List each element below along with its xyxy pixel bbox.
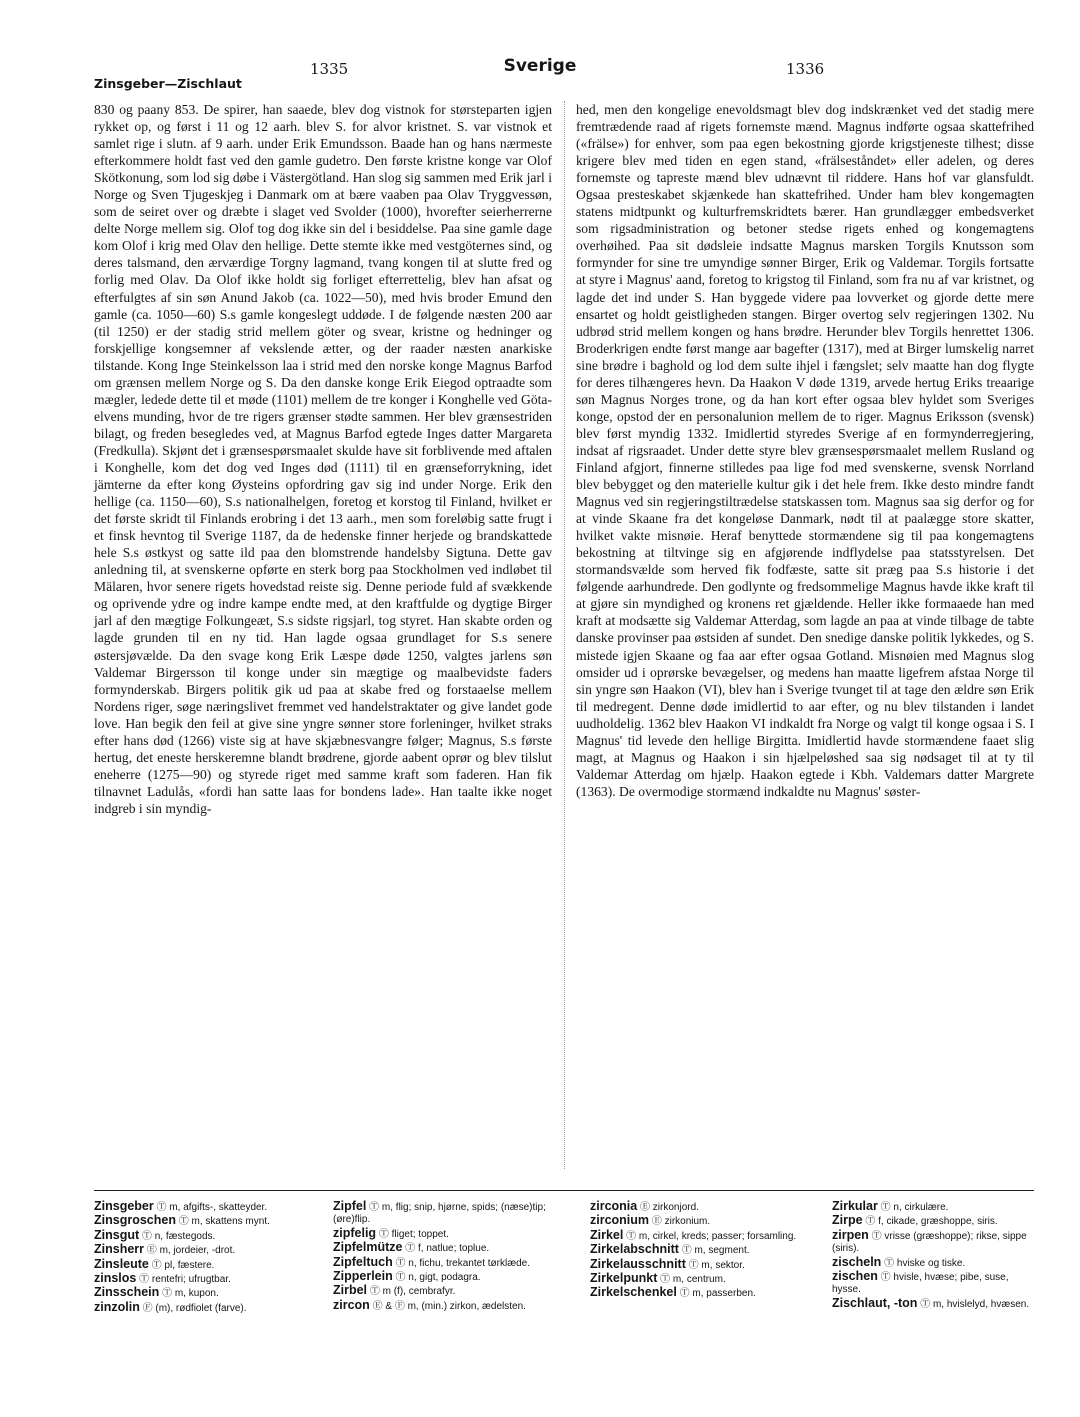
dictionary-entry xyxy=(333,1284,555,1298)
entry-headword: Zirpe xyxy=(832,1213,863,1228)
entry-headword: zircon xyxy=(333,1297,370,1312)
dictionary-entry xyxy=(832,1297,1034,1311)
entry-headword: zipfelig xyxy=(333,1225,377,1240)
dictionary-entry xyxy=(590,1214,808,1228)
dictionary-entry xyxy=(94,1258,314,1272)
entry-headword: Zipfelmütze xyxy=(333,1240,403,1255)
entry-headword: Zischlaut, -ton xyxy=(832,1295,918,1310)
entry-definition: Ⓣ m, hvislelyd, hvæsen. xyxy=(917,1298,1030,1310)
dictionary-entry xyxy=(590,1200,808,1214)
entry-definition: Ⓣ n, cirkulære. xyxy=(877,1202,949,1213)
dictionary-entry xyxy=(94,1214,314,1228)
dictionary-entry xyxy=(832,1200,1034,1214)
dictionary-entry xyxy=(832,1256,1034,1270)
entry-headword: Zirkel xyxy=(590,1227,624,1242)
entry-definition: Ⓔ zirkonjord. xyxy=(637,1202,699,1213)
entry-definition: Ⓣ hvisle, hvæse; pibe, suse, hysse. xyxy=(832,1272,1009,1296)
entry-definition: Ⓕ (m), rødfiolet (farve). xyxy=(139,1302,247,1314)
entry-headword: zischeln xyxy=(832,1254,882,1269)
entry-definition: Ⓣ m, skattens mynt. xyxy=(175,1216,270,1228)
entry-definition: Ⓣ m, centrum. xyxy=(657,1274,726,1286)
entry-headword: Zinsgeber xyxy=(94,1199,154,1213)
article-text-right: hed, men den kongelige enevoldsmagt blev dog indskrænket ved det stadig mere fremtrædende raad af rigets fornemste mænd. Magnus indførte ogsaa skattefrihed («frälse») for enhver, som paa egen bekostning gjorde krigstjeneste tilhest; disse krigere blev med tiden en egen stand, «frälseståndet» eller adelen, og deres fornemste og tapreste mænd blev udnævnt til riddere. Hans hof var glansfuldt. Ogsaa presteskabet skjænkede han skattefrihed. Under ham blev kongemagten statens midtpunkt og kulturfremskridtets bærer. Han grundlægger embedsverket som rigsadministration og betoner stedse rigets enhed og kongemagtens overhøihed. Paa sit dødsleie indsatte Magnus marsken Torgils Knutsson som formynder for sine tre umyndige sønner Birger, Erik og Valdemar. Torgils fortsatte at styre i Magnus' aand, foretog to krigstog til Finland, som fra nu af var kristnet, og lagde det ind under S. Han byggede videre paa lovverket og gjorde dette mere ensartet og holdt geistligheden stangen. Birger overtog selv regjeringen 1302. Nu udbrød strid mellem kongen og hans brødre. Herunder blev Torgils henrettet 1306. Broderkrigen endte først mange aar bagefter (1317), med at Birger lumskelig narret sine brødre i baghold og lod dem sulte ihjel i fængslet; selv maatte han dog flygte for deres tilhængeres hevn. Da Haakon V døde 1319, arvede hertug Eriks treaarige søn Magnus Norges trone, og da han kort efter ogsaa blev hyldet som Sveriges konge, opstod der en personalunion mellem de to riger. Magnus Eriksson (svensk) blev først myndig 1332. Imidlertid styredes Sverige af en formynderregjering, indsat af rigsraadet. Under dette styre blev grænsespørsmaalet mellem Rusland og Finland afgjort, finnerne stilledes paa lige fod med svenskerne, svensk Norrland blev bebygget og den materielle kultur gik i det hele frem. Ikke desto mindre fandt Magnus ved sin regjeringstiltrædelse statskassen tom. Magnus saa sig derfor og for at vinde Skaane fra det kongeløse Danmark, nødt til at paalægge store skatter, hvilket vakte misnøie. Heraf benyttede stormændene sig til paa kongemagtens bekostning at tiltvinge sig en afgjørende indflydelse paa statsstyrelsen. Det stormandsvælde som herved fik fodfæste, satte sit præg paa S.s historie i det følgende aarhundrede. Den godlynte og fredsommelige Magnus havde ikke kraft til at gjøre sin myndighed og kronens ret gjældende. Heller ikke formaaede han med kraft at modsætte sig Valdemar Atterdag, som lagde an paa at vinde tilbage de tabte danske provinser paa østsiden af sundet. Den snedige danske politik lykkedes, og S. mistede igjen Skaane og faa aar efter ogsaa Gotland. Misnøien med Magnus slog omsider ud i oprørske bevægelser, og medens han maatte ligefrem afstaa Norge til sin yngre søn Haakon (VI), blev han i Sverige tvunget til at tage den ældre søn Erik til medregent. Denne døde imidlertid to aar efter, og nu blev tilstanden i landet uudholdelig. 1362 blev Haakon VI indkaldt fra Norge og valgt til konge ogsaa i S. I Magnus' tid levede den hellige Birgitta. Imidlertid havde stormændene faaet slig magt, at Magnus og Haakon i sin hjælpeløshed saa sig nødsaget til at ty til Valdemar Atterdag om hjælp. Haakon egtede i Kbh. Valdemars datter Margrete (1363). De overmodige stormænd indkaldte nu Magnus' søster- xyxy=(576,102,1034,799)
dictionary-entry xyxy=(590,1272,808,1286)
entry-definition: Ⓣ vrisse (græshoppe); rikse, sippe (siris). xyxy=(832,1230,1027,1255)
entry-definition: Ⓣ m, afgifts-, skatteyder. xyxy=(153,1202,268,1213)
entries-column-2 xyxy=(333,1200,555,1313)
entry-definition: Ⓣ n, gigt, podagra. xyxy=(392,1272,481,1284)
entry-headword: zinslos xyxy=(94,1271,137,1286)
dictionary-entry xyxy=(832,1214,1034,1228)
entry-definition: Ⓣ f, cikade, græshoppe, siris. xyxy=(862,1216,998,1228)
dictionary-entry xyxy=(333,1270,555,1284)
entry-definition: Ⓣ n, fichu, trekantet tørklæde. xyxy=(392,1257,530,1269)
dictionary-entry xyxy=(333,1241,555,1255)
dictionary-entry xyxy=(94,1243,314,1257)
entry-definition: Ⓣ m, segment. xyxy=(678,1245,750,1257)
entry-definition: Ⓣ rentefri; ufrugtbar. xyxy=(136,1274,231,1286)
entry-definition: Ⓣ m, flig; snip, hjørne, spids; (næse)tip; (øre)flip. xyxy=(333,1202,546,1226)
page-number-right: 1336 xyxy=(786,60,825,78)
entry-headword: Zinsschein xyxy=(94,1285,160,1300)
entry-headword: Zipperlein xyxy=(333,1269,393,1284)
article-text-left: 830 og paany 853. De spirer, han saaede, blev dog vistnok for størsteparten igjen rykket op, og først i 11 og 12 aarh. blev S. for alvor kristnet. S. var vistnok et samlet rige i slutn. af 9 aarh. under Erik Emundsson. Baade han og hans nærmeste efterkommere holdt fast ved den gamle gudetro. Den første kristne konge var Olof Skötkonung, som lod sig døbe i Västergötland. Han slog sig sammen med Erik jarl i Norge og Sven Tjugeskjeg i Danmark om at bære vaaben paa Olav Tryggvessøn, som de seiret over og dræbte i slaget ved Svolder (1000), hvorefter seierherrerne delte Norge mellem sig. Olof tog dog ikke sin del i besiddelse. Paa sine gamle dage kom Olof i krig med Olav den hellige. Dette stemte ikke med vestgöternes sind, og deres talsmand, den ærværdige Torgny lagmand, tvang kongen til at slutte fred og forlig med Olav. Da Olof ikke holdt sig forliget efterrettelig, blev han afsat og efterfulgtes af sin søn Anund Jakob (ca. 1022—50), med hvis broder Emund den gamle (ca. 1050—60) S.s gamle kongeslegt uddøde. I de følgende næsten 200 aar (til 1250) er der stadig strid mellem göter og svear, kristne og hedninger og forskjellige kongsemner af vekslende ætter, og der raader næsten anarkiske tilstande. Kong Inge Steinkelsson laa i strid med den norske konge Magnus Barfod om grænsen mellem Norge og S. Da den danske konge Erik Eiegod optraadte som mægler, ledede dette til et møde (1101) mellem de tre konger i Konghelle ved Göta-elvens munding, hvor de tre rigers grænser stødte sammen. Her blev grænsestriden bilagt, og freden besegledes ved, at Magnus Barfod egtede Inges datter Margareta (Fredkulla). Skjønt det i grænsespørsmaalet skulde have sit forblivende med aftalen i Konghelle, kom det dog ved Inges død (1111) til en grænseforrykning, idet jämterne da efter kong Øysteins opfordring gav sig ind under Norge. Erik den hellige (ca. 1150—60), S.s nationalhelgen, foretog et korstog til Finland, hvilket er det første skridt til Finlands erobring i det 13 aarh., men som foreløbig satte frugt i et finsk hevntog til Sverige 1187, da de hedenske finner herjede og brandskattede hele S.s østkyst og satte ild paa den blomstrende handelsby Sigtuna. Dette gav anledning til, at svenskerne opførte en sterk borg paa Stockholmen ved indløbet til Mälaren, hvor senere rigets hovedstad reiste sig. Denne periode fuld af svækkende og oprivende ydre og indre kampe endte med, at den kraftfulde og dygtige Birger jarl af den mægtige Folkungeæt, S.s sidste rigsjarl, tog styret. Han skabte orden og lagde grunden til en ny tid. Han lagde ogsaa grundlaget for S.s senere østersjøvælde. Da den svage kong Erik Læspe døde 1250, valgtes jarlens søn Valdemar Birgersson til konge under sin mægtige og maalbevidste faders formynderskab. Birgers politik gik ud paa at skabe fred og forstaaelse mellem Nordens riger, søge næringslivet fremmet ved handelstraktater og give landet gode love. Han begik den feil at give sine yngre sønner store forleninger, hvilket straks efter hans død (1266) viste sig at have skjæbnesvangre følger; Magnus, S.s første hertug, det eneste herskeremne blandt brødrene, gjorde aabent oprør og blev tilslut eneherre (1275—90) og styrede riget med samme kraft som faderen. Han fik tilnavnet Ladulås, «fordi han satte laas for bondens lade». Han taalte ikke noget indgreb i sin myndig- xyxy=(94,102,552,816)
entry-definition: Ⓔ m, jordeier, -drot. xyxy=(144,1245,236,1257)
entry-headword: Zipfel xyxy=(333,1199,367,1213)
dictionary-entry xyxy=(832,1229,1034,1256)
dictionary-entry xyxy=(590,1258,808,1272)
dictionary-entry xyxy=(590,1229,808,1243)
entry-definition: Ⓔ zirkonium. xyxy=(649,1216,711,1228)
dictionary-entry xyxy=(94,1229,314,1243)
dictionary-entry xyxy=(94,1272,314,1286)
footer-rule xyxy=(94,1190,1034,1191)
entry-definition: Ⓣ hviske og tiske. xyxy=(881,1257,966,1269)
column-divider xyxy=(564,101,565,1169)
entries-column-3 xyxy=(590,1200,808,1301)
page-title: Sverige xyxy=(503,56,577,76)
entries-column-1 xyxy=(94,1200,314,1315)
running-head: Zinsgeber—Zischlaut xyxy=(94,76,242,91)
entry-definition: Ⓣ m (f), cembrafyr. xyxy=(367,1286,456,1298)
entry-headword: Zirkelpunkt xyxy=(590,1271,658,1286)
entry-headword: Zinsleute xyxy=(94,1256,149,1271)
entry-definition: Ⓣ n, fæstegods. xyxy=(139,1230,216,1242)
dictionary-entry xyxy=(94,1301,314,1315)
dictionary-entry xyxy=(94,1200,314,1214)
entry-definition: Ⓣ m, passerben. xyxy=(676,1288,756,1300)
entry-headword: Zirkelausschnitt xyxy=(590,1256,686,1271)
article-column-right xyxy=(576,101,1034,800)
entry-headword: zirconia xyxy=(590,1199,638,1213)
entry-definition: Ⓣ m, kupon. xyxy=(159,1288,219,1300)
page-number-left: 1335 xyxy=(310,60,349,78)
dictionary-entry xyxy=(333,1256,555,1270)
dictionary-entry xyxy=(333,1227,555,1241)
dictionary-entry xyxy=(333,1299,555,1313)
entry-definition: Ⓔ & Ⓕ m, (min.) zirkon, ædelsten. xyxy=(369,1300,526,1312)
entry-headword: zirpen xyxy=(832,1227,869,1242)
entry-definition: Ⓣ fliget; toppet. xyxy=(376,1228,449,1240)
entry-headword: zinzolin xyxy=(94,1299,140,1314)
entry-headword: Zirkelschenkel xyxy=(590,1285,677,1300)
entry-headword: Zinsgut xyxy=(94,1227,140,1242)
article-column-left xyxy=(94,101,552,817)
entries-column-4 xyxy=(832,1200,1034,1311)
entry-headword: Zipfeltuch xyxy=(333,1254,393,1269)
dictionary-entry xyxy=(94,1286,314,1300)
dictionary-entry xyxy=(832,1270,1034,1297)
entry-headword: Zirkelabschnitt xyxy=(590,1242,679,1257)
entry-headword: Zinsgroschen xyxy=(94,1213,176,1228)
dictionary-entry xyxy=(590,1243,808,1257)
entry-headword: Zinsherr xyxy=(94,1242,145,1257)
entry-definition: Ⓣ pl, fæstere. xyxy=(148,1259,215,1271)
entry-definition: Ⓣ m, cirkel, kreds; passer; forsamling. xyxy=(623,1230,797,1242)
dictionary-entry xyxy=(333,1200,555,1227)
entry-headword: zirconium xyxy=(590,1213,650,1228)
entry-headword: zischen xyxy=(832,1269,878,1284)
entry-headword: Zirbel xyxy=(333,1283,368,1298)
dictionary-entry xyxy=(590,1286,808,1300)
entry-headword: Zirkular xyxy=(832,1199,878,1213)
entry-definition: Ⓣ f, natlue; toplue. xyxy=(402,1243,490,1255)
entry-definition: Ⓣ m, sektor. xyxy=(685,1259,745,1271)
